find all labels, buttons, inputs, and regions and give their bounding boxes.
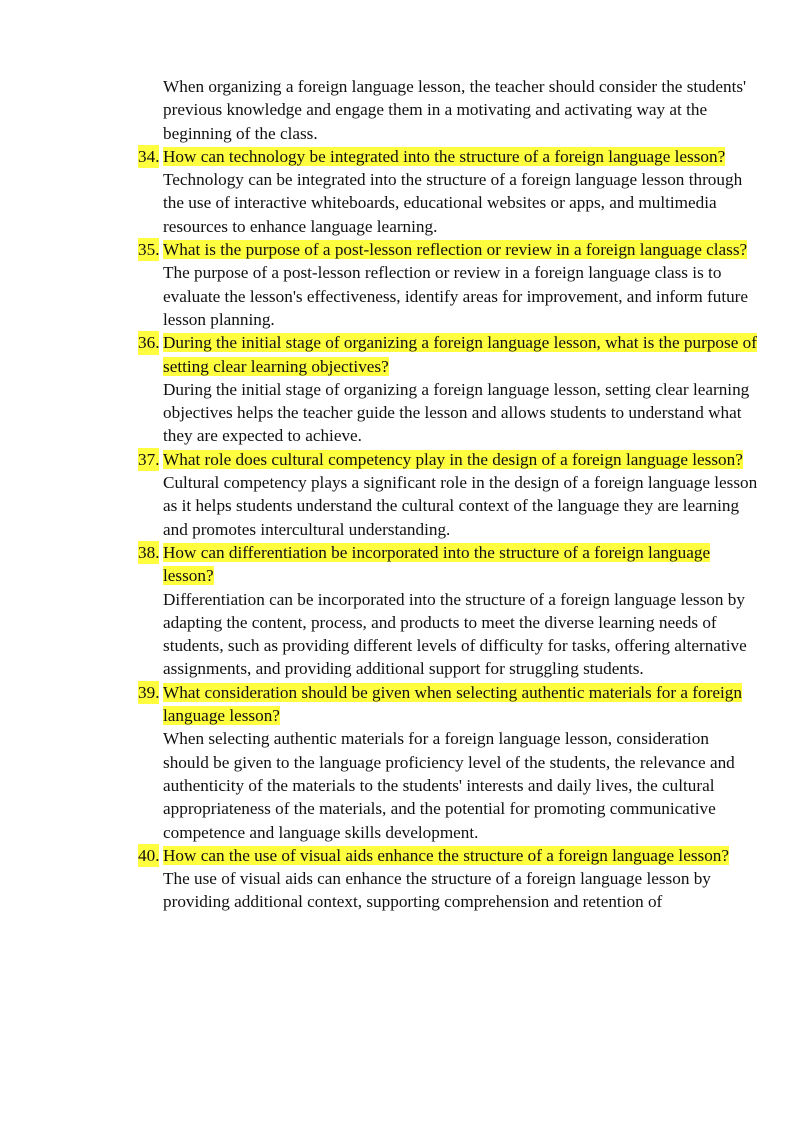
question-number: 36.: [138, 331, 159, 354]
question: [138, 541, 758, 588]
question-text: What role does cultural competency play in the design of a foreign language lesson?: [163, 449, 743, 469]
question-text: How can differentiation be incorporated into the structure of a foreign language lesson?: [163, 542, 711, 586]
answer-text: During the initial stage of organizing a foreign language lesson, setting clear learning objectives helps the teacher guide the lesson and allows students to understand what they are expected to achieve.: [163, 379, 750, 446]
question: [138, 145, 758, 168]
question-number: 40.: [138, 844, 159, 867]
qa-item-40: [138, 844, 758, 914]
question-text: During the initial stage of organizing a foreign language lesson, what is the purpose of setting clear learning objectives?: [163, 333, 757, 376]
qa-item-35: [138, 238, 758, 331]
qa-item-37: [138, 448, 758, 541]
qa-content: [138, 75, 758, 914]
intro-answer: When organizing a foreign language lesson, the teacher should consider the students' previous knowledge and engage them in a motivating and activating way at the beginning of the class.: [163, 77, 747, 143]
qa-item-36: [138, 331, 758, 447]
question: [138, 238, 758, 261]
question-text: What consideration should be given when selecting authentic materials for a foreign language lesson?: [163, 682, 742, 726]
answer-text: The purpose of a post-lesson reflection or review in a foreign language class is to evaluate the lesson's effectiveness, identify areas for improvement, and inform future lesson planning.: [163, 263, 749, 329]
answer-text: Cultural competency plays a significant role in the design of a foreign language lesson as it helps students understand the cultural context of the language they are learning and promotes intercultural understanding.: [163, 473, 758, 539]
question: [138, 331, 758, 378]
question-number: 34.: [138, 145, 159, 168]
question-text: What is the purpose of a post-lesson reflection or review in a foreign language class?: [163, 240, 748, 260]
question: [138, 448, 758, 471]
answer-text: When selecting authentic materials for a foreign language lesson, consideration should be given to the language proficiency level of the students, the relevance and authenticity of the materials to the students' interests and daily lives, the cultural appropriateness of the materials, and the potential for promoting communicative competence and language skills development.: [163, 729, 735, 842]
question-number: 37.: [138, 448, 159, 471]
question: [138, 681, 758, 728]
question-number: 39.: [138, 681, 159, 704]
question-number: 38.: [138, 541, 159, 564]
qa-item-38: [138, 541, 758, 681]
question: [138, 844, 758, 867]
answer-text: The use of visual aids can enhance the structure of a foreign language lesson by providing additional context, supporting comprehension and retention of: [163, 869, 711, 912]
question-number: 35.: [138, 238, 159, 261]
question-text: How can technology be integrated into the structure of a foreign language lesson?: [163, 146, 726, 166]
question-text: How can the use of visual aids enhance the structure of a foreign language lesson?: [163, 845, 730, 865]
answer-text: Differentiation can be incorporated into the structure of a foreign language lesson by adapting the content, process, and products to meet the diverse learning needs of students, such as providing different levels of difficulty for tasks, offering alternative assignments, and providing additional support for struggling students.: [163, 589, 747, 679]
answer-text: Technology can be integrated into the structure of a foreign language lesson through the use of interactive whiteboards, educational websites or apps, and multimedia resources to enhance language learning.: [163, 170, 743, 236]
qa-item-34: [138, 145, 758, 238]
qa-item-39: [138, 681, 758, 844]
